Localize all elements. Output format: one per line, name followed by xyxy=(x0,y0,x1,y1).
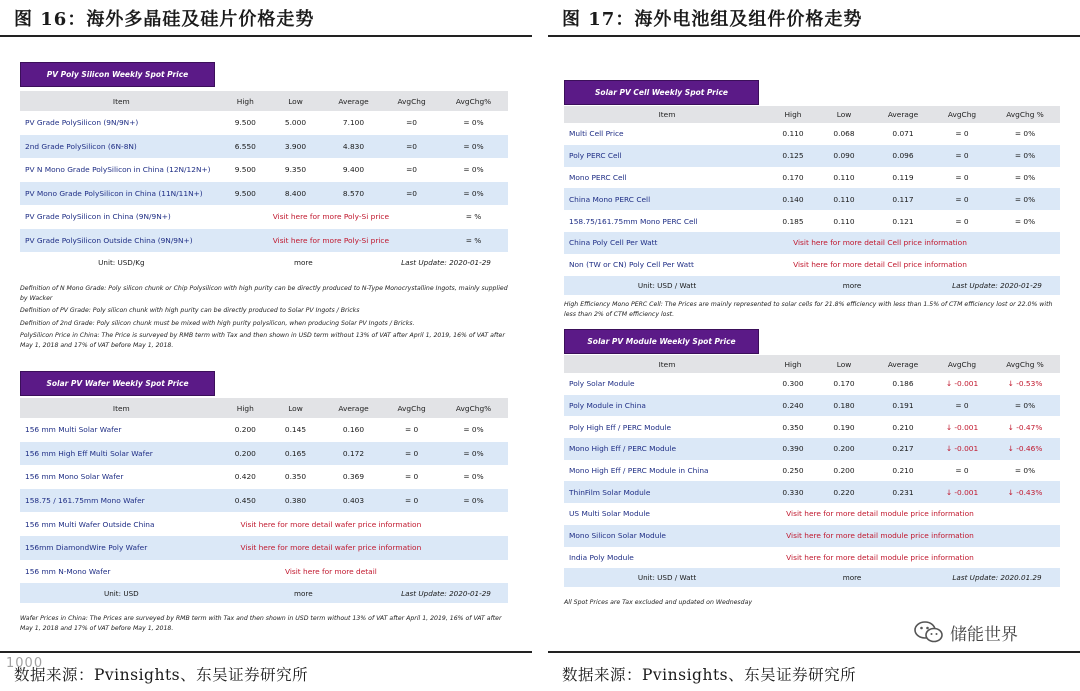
pct-cell: = 0% xyxy=(463,118,484,128)
high-cell: 0.300 xyxy=(782,379,804,389)
high-cell: 0.110 xyxy=(782,129,804,139)
chg-cell: =0 xyxy=(406,141,418,151)
high-cell: 0.200 xyxy=(234,448,256,458)
low-cell: 8.400 xyxy=(284,188,307,198)
chg-cell: = 0 xyxy=(955,401,969,411)
row-item-name[interactable]: Poly PERC Cell xyxy=(569,151,622,161)
table-row xyxy=(564,481,1060,503)
table-row xyxy=(20,135,508,159)
table-column-header xyxy=(564,355,1060,373)
pct-cell: = 0% xyxy=(463,472,484,482)
row-item-name[interactable]: PV Grade PolySilicon Outside China (9N/9N+) xyxy=(25,235,193,245)
more-link[interactable]: more xyxy=(842,280,862,290)
low-cell: 5.000 xyxy=(284,118,307,128)
table-column-header xyxy=(564,106,1060,123)
table-column-header xyxy=(20,398,508,418)
column-header-cell: AvgChg% xyxy=(455,96,492,106)
column-header-cell: Average xyxy=(887,110,919,119)
row-item-name[interactable]: US Multi Solar Module xyxy=(569,509,650,519)
pct-cell: ↓ -0.47% xyxy=(1007,422,1043,432)
row-item-name[interactable]: PV Grade PolySilicon (9N/9N+) xyxy=(25,118,139,128)
figure-17-title: 图 17：海外电池组及组件价格走势 xyxy=(548,0,1080,37)
high-cell: 0.200 xyxy=(234,425,256,435)
figure-16-source: 数据来源：Pvinsights、东吴证券研究所 xyxy=(0,651,532,685)
table-notes xyxy=(564,300,1060,320)
low-cell: 0.145 xyxy=(284,425,307,435)
pct-cell: = 0% xyxy=(1014,129,1036,139)
watermark xyxy=(914,616,1062,648)
table-notes xyxy=(20,284,508,353)
table-row xyxy=(564,438,1060,460)
high-cell: 0.420 xyxy=(234,472,256,482)
pct-cell: ↓ -0.53% xyxy=(1007,379,1043,389)
column-header-cell: AvgChg xyxy=(397,96,426,106)
chg-cell: = 0 xyxy=(404,496,419,506)
high-cell: 0.450 xyxy=(234,496,256,506)
column-header-cell: Low xyxy=(288,96,303,106)
chg-cell: = 0 xyxy=(955,129,969,139)
avg-cell: 0.121 xyxy=(892,216,914,226)
chg-cell: ↓ -0.001 xyxy=(945,422,979,432)
price-info-link[interactable]: Visit here for more Poly-Si price xyxy=(272,235,390,245)
high-cell: 9.500 xyxy=(234,165,256,175)
left-watermark: 1000 xyxy=(6,656,44,671)
table-row xyxy=(564,188,1060,210)
pct-cell: = 0% xyxy=(1014,401,1036,411)
row-item-name[interactable]: PV Grade PolySilicon in China (9N/9N+) xyxy=(25,212,171,222)
row-item-name[interactable]: PV Mono Grade PolySilicon in China (11N/11N+) xyxy=(25,188,203,198)
avg-cell: 0.172 xyxy=(342,448,365,458)
high-cell: 0.390 xyxy=(782,444,804,454)
low-cell: 0.110 xyxy=(833,194,855,204)
table-row xyxy=(20,111,508,135)
watermark-text: 储能世界 xyxy=(950,624,1018,645)
price-table xyxy=(564,106,1060,295)
chg-cell: =0 xyxy=(406,188,418,198)
low-cell: 0.110 xyxy=(833,172,855,182)
column-header-cell: High xyxy=(784,359,802,369)
table-row xyxy=(564,525,1060,547)
table-row xyxy=(20,512,508,536)
low-cell: 0.190 xyxy=(833,422,855,432)
table-row xyxy=(564,395,1060,417)
price-info-link[interactable]: Visit here for more detail module price information xyxy=(786,531,974,541)
low-cell: 0.090 xyxy=(833,151,855,161)
table-footer xyxy=(20,583,508,603)
low-cell: 9.350 xyxy=(284,165,307,175)
row-item-name[interactable]: 156 mm High Eff Multi Solar Wafer xyxy=(25,448,153,458)
row-item-name[interactable]: ThinFilm Solar Module xyxy=(569,487,651,497)
right-figure-panel xyxy=(548,0,1080,691)
table-row xyxy=(20,536,508,560)
low-cell: 0.068 xyxy=(833,129,855,139)
figure-17-source: 数据来源：Pvinsights、东吴证券研究所 xyxy=(548,651,1080,685)
unit-label: Unit: USD / Watt xyxy=(637,573,697,583)
avg-cell: 4.830 xyxy=(342,141,365,151)
avg-cell: 7.100 xyxy=(342,118,365,128)
avg-cell: 0.231 xyxy=(892,487,914,497)
pct-cell: = 0% xyxy=(463,141,484,151)
low-cell: 0.350 xyxy=(284,472,307,482)
high-cell: 9.500 xyxy=(234,188,256,198)
table-header-banner: Solar PV Cell Weekly Spot Price xyxy=(564,80,759,105)
note-line: High Efficiency Mono PERC Cell: The Prices are mainly represented to solar cells for 21.8% efficiency with less than 1.5% of CTM efficiency lost or 22.0% with less than 2% of CTM efficiency lost. xyxy=(564,301,1053,318)
avg-cell: 0.191 xyxy=(892,401,914,411)
chg-cell: = 0 xyxy=(955,194,969,204)
price-table xyxy=(20,91,508,272)
high-cell: 6.550 xyxy=(234,141,256,151)
row-item-name[interactable]: PV N Mono Grade PolySilicon in China (12N/12N+) xyxy=(25,165,211,175)
note-line: Wafer Prices in China: The Prices are surveyed by RMB term with Tax and then shown in USD term without 13% of VAT after April 1, 2019, 16% of VAT after May 1, 2018 and 17% of VAT before May 1, 2018. xyxy=(20,615,502,632)
pct-cell: = 0% xyxy=(463,425,484,435)
column-header-cell: Item xyxy=(658,359,676,369)
avg-cell: 0.217 xyxy=(892,444,914,454)
table-row xyxy=(564,210,1060,232)
row-item-name[interactable]: 156 mm N-Mono Wafer xyxy=(25,566,111,576)
last-update: Last Update: 2020-01-29 xyxy=(401,588,491,598)
last-update: Last Update: 2020-01-29 xyxy=(952,280,1042,290)
high-cell: 0.250 xyxy=(782,466,804,476)
table-row xyxy=(564,232,1060,254)
column-header-cell: Item xyxy=(658,110,676,119)
chg-cell: =0 xyxy=(406,165,418,175)
pct-cell: = 0% xyxy=(463,496,484,506)
chg-cell: = 0 xyxy=(404,448,419,458)
table-header-banner: PV Poly Silicon Weekly Spot Price xyxy=(20,62,215,87)
row-item-name[interactable]: China Mono PERC Cell xyxy=(569,194,651,204)
table-notes xyxy=(20,614,508,634)
table-notes xyxy=(564,598,1060,608)
column-header-cell: AvgChg% xyxy=(455,403,492,413)
avg-cell: 0.369 xyxy=(342,472,365,482)
high-cell: 0.170 xyxy=(782,172,804,182)
column-header-cell: Item xyxy=(112,96,130,106)
unit-label: Unit: USD/Kg xyxy=(98,257,145,267)
price-table xyxy=(564,355,1060,587)
row-item-name[interactable]: Poly High Eff / PERC Module xyxy=(569,422,672,432)
table-row xyxy=(20,205,508,229)
high-cell: 0.185 xyxy=(782,216,804,226)
pct-cell: = 0% xyxy=(1014,466,1036,476)
column-header-cell: High xyxy=(784,110,802,119)
more-link[interactable]: more xyxy=(294,257,313,267)
pct-cell: = 0% xyxy=(463,165,484,175)
price-info-link[interactable]: Visit here for more detail module price information xyxy=(786,509,974,519)
table-header-banner: Solar PV Module Weekly Spot Price xyxy=(564,329,759,354)
pct-cell: ↓ -0.46% xyxy=(1007,444,1043,454)
row-item-name[interactable]: Poly Module in China xyxy=(569,401,646,411)
table-row xyxy=(564,254,1060,276)
chg-cell: = 0 xyxy=(404,425,419,435)
pct-cell: = 0% xyxy=(1014,151,1036,161)
row-item-name[interactable]: 156 mm Multi Wafer Outside China xyxy=(25,519,155,529)
low-cell: 0.165 xyxy=(284,448,307,458)
table-row xyxy=(564,416,1060,438)
row-item-name[interactable]: Mono PERC Cell xyxy=(569,172,627,182)
chg-cell: = 0 xyxy=(955,216,969,226)
more-link[interactable]: more xyxy=(842,573,862,583)
pct-cell: = 0% xyxy=(463,188,484,198)
price-table xyxy=(20,398,508,603)
left-figure-panel xyxy=(0,0,532,691)
chg-cell: ↓ -0.001 xyxy=(945,379,979,389)
chg-cell: = 0 xyxy=(955,172,969,182)
table-row xyxy=(564,145,1060,167)
table-row xyxy=(20,489,508,513)
chg-cell: =0 xyxy=(406,118,418,128)
row-item-name[interactable]: 2nd Grade PolySilicon (6N-8N) xyxy=(25,141,137,151)
column-header-cell: Low xyxy=(836,359,852,369)
column-header-cell: AvgChg xyxy=(947,359,977,369)
note-line: Definition of N Mono Grade: Poly silicon chunk or Chip Polysilicon with high purity can be directly produced to N-Type Monocrystalline Ingots, mainly supplied by Wacker xyxy=(20,285,508,302)
high-cell: 0.350 xyxy=(782,422,804,432)
low-cell: 3.900 xyxy=(284,141,307,151)
avg-cell: 0.117 xyxy=(892,194,914,204)
pct-cell: = 0% xyxy=(463,448,484,458)
table-row xyxy=(20,182,508,206)
table-header-banner: Solar PV Wafer Weekly Spot Price xyxy=(20,371,215,396)
column-header-cell: AvgChg xyxy=(947,110,977,119)
last-update: Last Update: 2020-01-29 xyxy=(401,257,491,267)
note-line: PolySilicon Price in China: The Price is surveyed by RMB term with Tax and then shown in USD term without 13% of VAT after April 1, 2019, 16% of VAT after May 1, 2018 and 17% of VAT before May 1, 2018. xyxy=(20,331,505,349)
avg-cell: 0.210 xyxy=(892,422,914,432)
table-row xyxy=(20,442,508,466)
price-info-link[interactable]: Visit here for more detail module price information xyxy=(786,552,974,562)
table-row xyxy=(564,503,1060,525)
chg-cell: ↓ -0.001 xyxy=(945,487,979,497)
row-item-name[interactable]: Multi Cell Price xyxy=(569,129,624,139)
table-column-header xyxy=(20,91,508,111)
table-row xyxy=(20,229,508,253)
column-header-cell: AvgChg xyxy=(397,403,426,413)
row-item-name[interactable]: Mono High Eff / PERC Module in China xyxy=(569,466,709,476)
row-item-name[interactable]: 156 mm Multi Solar Wafer xyxy=(25,425,122,435)
row-item-name[interactable]: India Poly Module xyxy=(569,552,634,562)
table-footer xyxy=(20,252,508,272)
table-footer xyxy=(564,568,1060,587)
unit-label: Unit: USD / Watt xyxy=(637,280,697,290)
avg-cell: 9.400 xyxy=(342,165,365,175)
price-info-link[interactable]: Visit here for more detail Cell price information xyxy=(793,238,967,248)
note-line: All Spot Prices are Tax excluded and updated on Wednesday xyxy=(564,599,753,606)
low-cell: 0.180 xyxy=(833,401,855,411)
column-header-cell: AvgChg % xyxy=(1006,359,1044,369)
price-info-link[interactable]: Visit here for more Poly-Si price xyxy=(272,212,390,222)
chg-cell: ↓ -0.001 xyxy=(945,444,979,454)
note-line: Definition of 2nd Grade: Poly silicon chunk must be mixed with high purity polysilicon, when producing Solar PV Ingots / Bricks. xyxy=(20,319,415,327)
price-info-link[interactable]: Visit here for more detail xyxy=(284,566,377,576)
row-item-name[interactable]: 158.75/161.75mm Mono PERC Cell xyxy=(569,216,698,226)
row-item-name[interactable]: Non (TW or CN) Poly Cell Per Watt xyxy=(569,260,694,270)
low-cell: 0.170 xyxy=(833,379,855,389)
avg-cell: 0.210 xyxy=(892,466,914,476)
low-cell: 0.110 xyxy=(833,216,855,226)
avg-cell: 0.403 xyxy=(342,496,365,506)
table-row xyxy=(564,460,1060,482)
more-link[interactable]: more xyxy=(294,588,313,598)
avg-cell: 0.096 xyxy=(892,151,914,161)
row-item-name[interactable]: Poly Solar Module xyxy=(569,379,635,389)
column-header-cell: AvgChg % xyxy=(1006,110,1044,119)
avgchg-pct-cell: = % xyxy=(465,235,482,245)
table-footer xyxy=(564,276,1060,295)
avg-cell: 8.570 xyxy=(342,188,365,198)
chg-cell: = 0 xyxy=(404,472,419,482)
row-item-name[interactable]: China Poly Cell Per Watt xyxy=(569,238,658,248)
table-row xyxy=(20,465,508,489)
column-header-cell: Low xyxy=(836,110,852,119)
column-header-cell: Average xyxy=(338,403,369,413)
row-item-name[interactable]: Mono High Eff / PERC Module xyxy=(569,444,677,454)
high-cell: 0.240 xyxy=(782,401,804,411)
low-cell: 0.380 xyxy=(284,496,307,506)
column-header-cell: High xyxy=(236,403,254,413)
row-item-name[interactable]: 156 mm Mono Solar Wafer xyxy=(25,472,124,482)
column-header-cell: Low xyxy=(288,403,303,413)
row-item-name[interactable]: 158.75 / 161.75mm Mono Wafer xyxy=(25,496,145,506)
avg-cell: 0.160 xyxy=(342,425,365,435)
column-header-cell: Average xyxy=(887,359,919,369)
pct-cell: = 0% xyxy=(1014,216,1036,226)
table-row xyxy=(20,560,508,584)
figure-16-title: 图 16：海外多晶硅及硅片价格走势 xyxy=(0,0,532,37)
low-cell: 0.200 xyxy=(833,444,855,454)
pct-cell: = 0% xyxy=(1014,172,1036,182)
chg-cell: = 0 xyxy=(955,466,969,476)
column-header-cell: High xyxy=(236,96,254,106)
high-cell: 0.330 xyxy=(782,487,804,497)
price-info-link[interactable]: Visit here for more detail Cell price information xyxy=(793,260,967,270)
avg-cell: 0.071 xyxy=(892,129,914,139)
table-row xyxy=(564,123,1060,145)
table-row xyxy=(564,373,1060,395)
table-row xyxy=(564,167,1060,189)
high-cell: 9.500 xyxy=(234,118,256,128)
row-item-name[interactable]: Mono Silicon Solar Module xyxy=(569,531,666,541)
low-cell: 0.200 xyxy=(833,466,855,476)
avgchg-pct-cell: = % xyxy=(465,212,482,222)
unit-label: Unit: USD xyxy=(103,588,139,598)
high-cell: 0.140 xyxy=(782,194,804,204)
high-cell: 0.125 xyxy=(782,151,804,161)
table-row xyxy=(564,547,1060,569)
avg-cell: 0.186 xyxy=(892,379,914,389)
wechat-icon xyxy=(914,621,944,643)
last-update: Last Update: 2020.01.29 xyxy=(952,573,1042,583)
row-item-name[interactable]: 156mm DiamondWire Poly Wafer xyxy=(25,543,148,553)
price-info-link[interactable]: Visit here for more detail wafer price information xyxy=(240,519,422,529)
pct-cell: ↓ -0.43% xyxy=(1007,487,1043,497)
column-header-cell: Item xyxy=(112,403,130,413)
table-row xyxy=(20,158,508,182)
chg-cell: = 0 xyxy=(955,151,969,161)
table-row xyxy=(20,418,508,442)
column-header-cell: Average xyxy=(338,96,369,106)
price-info-link[interactable]: Visit here for more detail wafer price information xyxy=(240,543,422,553)
low-cell: 0.220 xyxy=(833,487,855,497)
avg-cell: 0.119 xyxy=(892,172,914,182)
pct-cell: = 0% xyxy=(1014,194,1036,204)
note-line: Definition of PV Grade: Poly silicon chunk with high purity can be directly produced to Solar PV Ingots / Bricks xyxy=(20,307,360,315)
